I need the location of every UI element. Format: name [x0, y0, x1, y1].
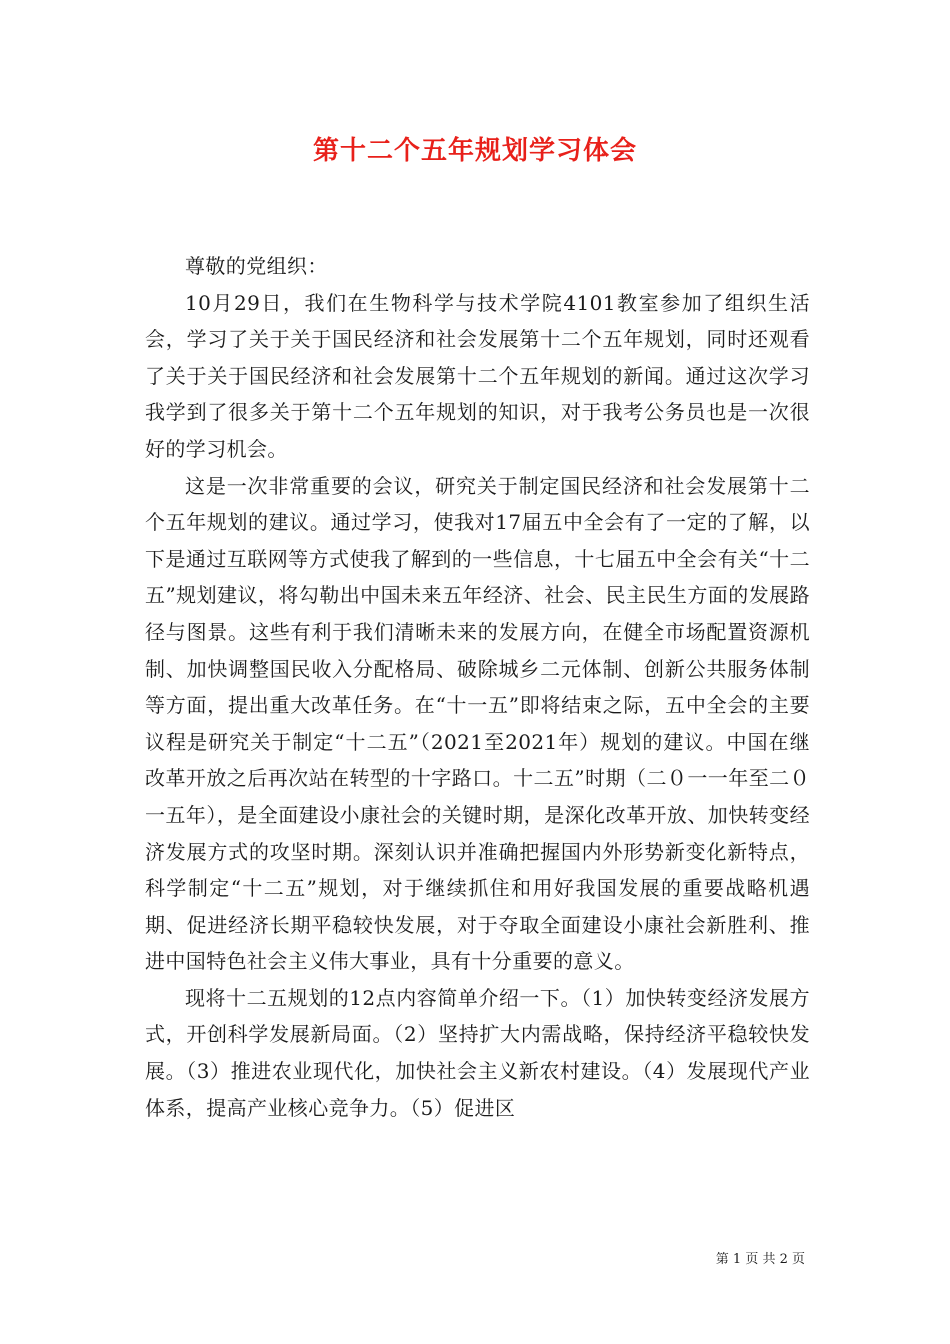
paragraph: 这是一次非常重要的会议，研究关于制定国民经济和社会发展第十二个五年规划的建议。通过学习，使我对17届五中全会有了一定的了解，以下是通过互联网等方式使我了解到的一些信息，十七届五中全会有关“十二五”规划建议，将勾勒出中国未来五年经济、社会、民主民生方面的发展路径与图景。这些有利于我们清晰未来的发展方向，在健全市场配置资源机制、加快调整国民收入分配格局、破除城乡二元体制、创新公共服务体制等方面，提出重大改革任务。在“十一五”即将结束之际，五中全会的主要议程是研究关于制定“十二五”（2021至2021年）规划的建议。中国在继改革开放之后再次站在转型的十字路口。十二五”时期（二０一一年至二０一五年），是全面建设小康社会的关键时期，是深化改革开放、加快转变经济发展方式的攻坚时期。深刻认识并准确把握国内外形势新变化新特点，科学制定“十二五”规划，对于继续抓住和用好我国发展的重要战略机遇期、促进经济长期平稳较快发展，对于夺取全面建设小康社会新胜利、推进中国特色社会主义伟大事业，具有十分重要的意义。 — [145, 473, 810, 974]
paragraph: 现将十二五规划的12点内容简单介绍一下。（1）加快转变经济发展方式，开创科学发展新局面。（2）坚持扩大内需战略，保持经济平稳较快发展。（3）推进农业现代化，加快社会主义新农村建设。（4）发展现代产业体系，提高产业核心竞争力。（5）促进区 — [145, 985, 810, 1120]
document-body — [145, 248, 810, 1126]
page-number-footer: 第 1 页 共 2 页 — [715, 1252, 805, 1267]
paragraph: 10月29日，我们在生物科学与技术学院4101教室参加了组织生活会，学习了关于关于国民经济和社会发展第十二个五年规划，同时还观看了关于关于国民经济和社会发展第十二个五年规划的新闻。通过这次学习我学到了很多关于第十二个五年规划的知识，对于我考公务员也是一次很好的学习机会。 — [145, 290, 810, 461]
document-title: 第十二个五年规划学习体会 — [312, 136, 637, 166]
salutation: 尊敬的党组织： — [185, 254, 328, 278]
